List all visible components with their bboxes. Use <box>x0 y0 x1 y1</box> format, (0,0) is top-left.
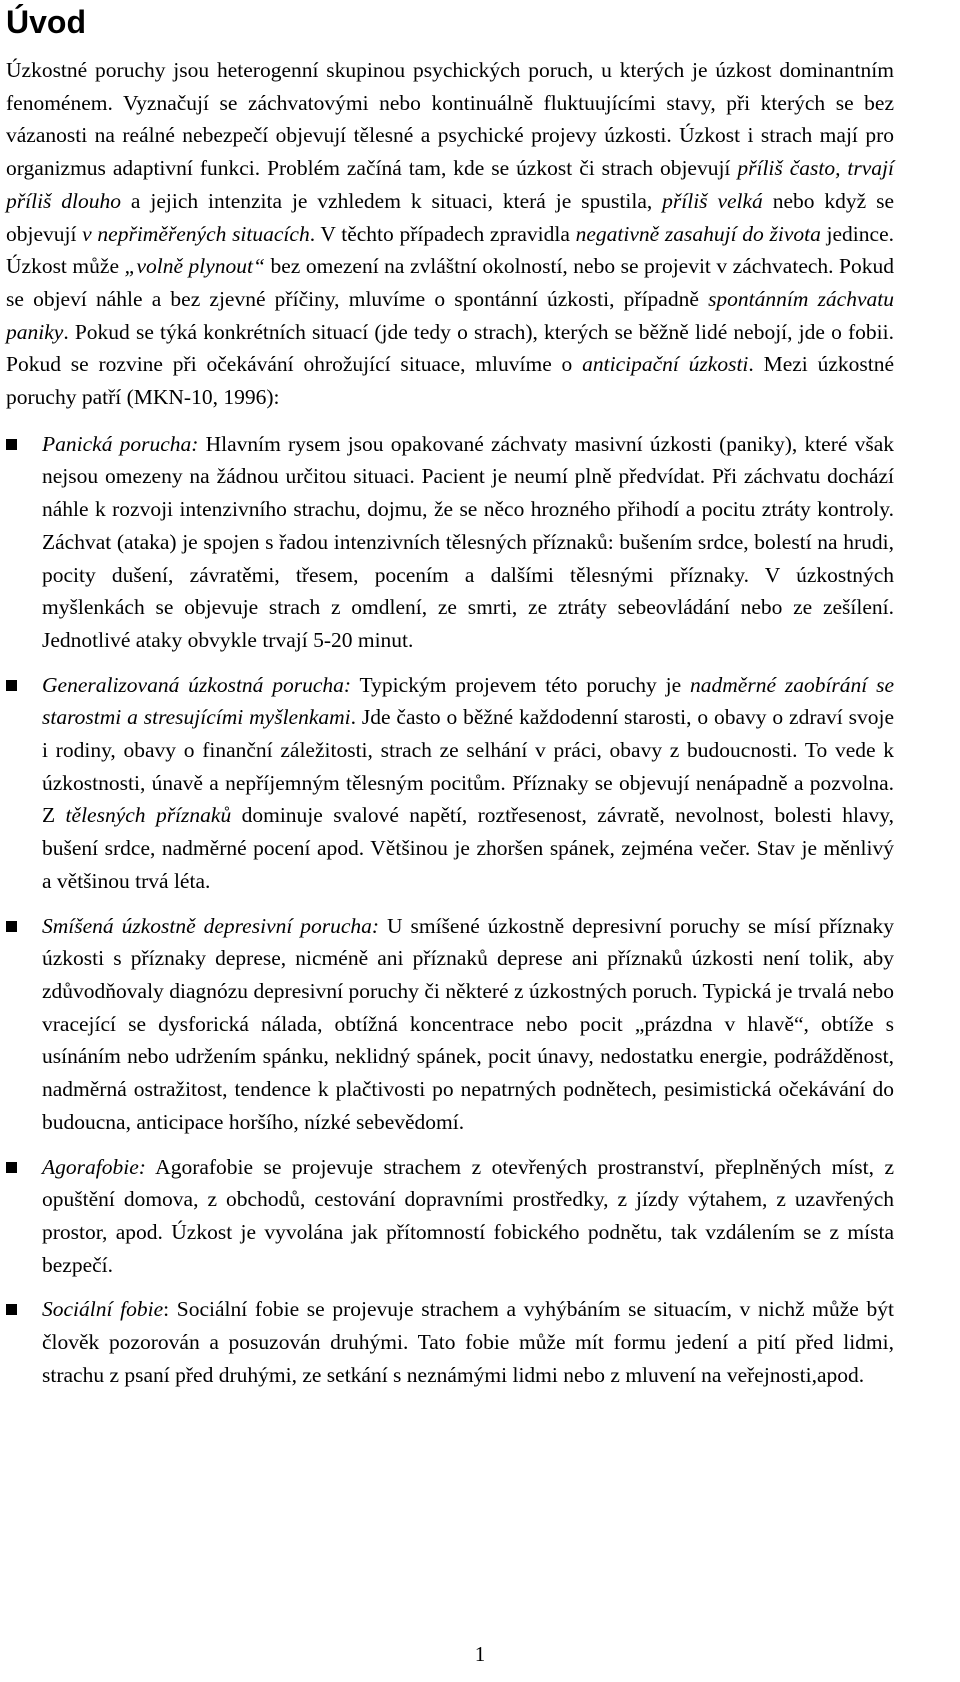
square-bullet-icon <box>6 1162 17 1173</box>
italic-text-run: anticipační úzkosti <box>582 352 749 377</box>
text-run: Agorafobie se projevuje strachem z otevřených prostranství, přeplněných míst, z opuštění domova, z obchodů, cestování dopravními prostředky, z jízdy výtahem, z uzavřených prostor, apod. Úzkost je vyvolána jak přítomností fobického podnětu, tak vzdálením se z místa bezpečí. <box>42 1154 894 1277</box>
list-item-text <box>42 428 894 657</box>
list-item <box>6 1293 894 1391</box>
text-run: . Pokud se týká konkrétních situací (jde tedy o strach), kterých se běžně lidé nebojí, jde o fobii. Pokud se rozvine při očekávání ohrožující situace, mluvíme o <box>6 319 894 377</box>
list-item <box>6 910 894 1139</box>
text-run: Úzkostné poruchy jsou heterogenní skupinou psychických poruch, u kterých je úzkost dominantním fenoménem. Vyznačují se záchvatovými nebo kontinuálně fluktuujícími stavy, při kterých se bez vázanosti na reálné nebezpečí objevují tělesné a psychické projevy úzkosti. Úzkost i strach mají pro organizmus adaptivní funkci. Problém začíná tam, kde se úzkost či strach objevují <box>6 58 894 181</box>
text-run: nebo když se objevují <box>6 188 894 246</box>
text-run: dominuje svalové napětí, roztřesenost, závratě, nevolnost, bolesti hlavy, bušení srdce, nadměrné pocení apod. Většinou je zhoršen spánek, zejména večer. Stav je měnlivý a většinou trvá léta. <box>42 803 894 893</box>
text-run: . Jde často o běžné každodenní starosti, o obavy o zdraví svoje i rodiny, obavy o finanční záležitosti, strach ze selhání v práci, obavy z budoucnosti. To vede k úzkostnosti, únavě a nepříjemným tělesným pocitům. Příznaky se objevují nenápadně a pozvolna. Z <box>42 705 894 828</box>
italic-text-run: Agorafobie: <box>42 1154 146 1179</box>
list-item <box>6 1151 894 1282</box>
text-run: U smíšené úzkostně depresivní poruchy se mísí příznaky úzkosti s příznaky deprese, nicméně ani příznaků deprese ani příznaků úzkosti není tolik, aby zdůvodňovaly diagnózu depresivní poruchy či některé z úzkostných poruch. Typická je trvalá nebo vracející se dysforická nálada, obtížná koncentrace nebo pocit „prázdna v hlavě“, obtíže s usínáním nebo udržením spánku, neklidný spánek, pocit únavy, nedostatku energie, podrážděnost, nadměrná ostražitost, tendence k plačtivosti po nepatrných podnětech, pesimistická očekávání do budoucna, anticipace horšího, nízké sebevědomí. <box>42 913 894 1134</box>
square-bullet-icon <box>6 921 17 932</box>
list-item-text <box>42 910 894 1139</box>
list-item <box>6 669 894 898</box>
page-number: 1 <box>474 1642 486 1666</box>
italic-text-run: nadměrné zaobírání se starostmi a stresujícími myšlenkami <box>42 672 895 730</box>
italic-text-run: příliš často, trvají příliš dlouho <box>6 156 894 213</box>
intro-paragraph <box>6 54 894 414</box>
text-run: a jejich intenzita je vzhledem k situaci, která je spustila, <box>121 188 663 213</box>
square-bullet-icon <box>6 439 17 450</box>
italic-text-run: v nepřiměřených situacích <box>82 221 310 246</box>
list-item <box>6 428 894 657</box>
square-bullet-icon <box>6 680 17 691</box>
text-run: jedince. Úzkost může <box>6 221 894 279</box>
italic-text-run: negativně zasahují do života <box>575 221 821 246</box>
disorder-list <box>6 428 894 1392</box>
italic-text-run: Smíšená úzkostně depresivní porucha: <box>42 913 380 938</box>
italic-text-run: „volně plynout“ <box>124 254 265 279</box>
italic-text-run: tělesných příznaků <box>65 803 232 828</box>
italic-text-run: Generalizovaná úzkostná porucha: <box>42 672 352 697</box>
text-run: : Sociální fobie se projevuje strachem a vyhýbáním se situacím, v nichž může být člověk pozorován a posuzován druhými. Tato fobie může mít formu jedení a pití před lidmi, strachu z psaní před druhými, ze setkání s neznámými lidmi nebo z mluvení na veřejnosti,apod. <box>42 1297 895 1387</box>
italic-text-run: Panická porucha: <box>42 431 199 456</box>
list-item-text <box>42 1293 894 1391</box>
text-run: Hlavním rysem jsou opakované záchvaty masivní úzkosti (paniky), které však nejsou omezeny na žádnou určitou situaci. Pacient je neumí plně předvídat. Při záchvatu dochází náhle k rozvoji intenzivního strachu, dojmu, že se něco hrozného přihodí a pocitu ztráty kontroly. Záchvat (ataka) je spojen s řadou intenzivních tělesných příznaků: bušením srdce, bolestí na hrudi, pocity dušení, závratěmi, třesem, pocením a dalšími tělesnými příznaky. V úzkostných myšlenkách se objevuje strach z omdlení, ze smrti, ze ztráty sebeovládání nebo ze zešílení. Jednotlivé ataky obvykle trvají 5-20 minut. <box>42 431 895 652</box>
list-item-text <box>42 669 894 898</box>
document-page <box>6 0 894 1403</box>
text-run: Typickým projevem této poruchy je <box>351 672 691 697</box>
square-bullet-icon <box>6 1304 17 1315</box>
text-run: . Mezi úzkostné poruchy patří (MKN-10, 1996): <box>6 352 895 410</box>
italic-text-run: příliš velká <box>662 188 763 213</box>
text-run: bez omezení na zvláštní okolností, nebo se projevit v záchvatech. Pokud se objeví náhle a bez zjevné příčiny, mluvíme o spontánní úzkosti, případně <box>6 254 895 311</box>
italic-text-run: spontánním záchvatu paniky <box>6 286 894 344</box>
list-item-text <box>42 1151 894 1282</box>
italic-text-run: Sociální fobie <box>42 1297 164 1322</box>
text-run: . V těchto případech zpravidla <box>309 221 576 246</box>
page-title: Úvod <box>6 4 86 40</box>
